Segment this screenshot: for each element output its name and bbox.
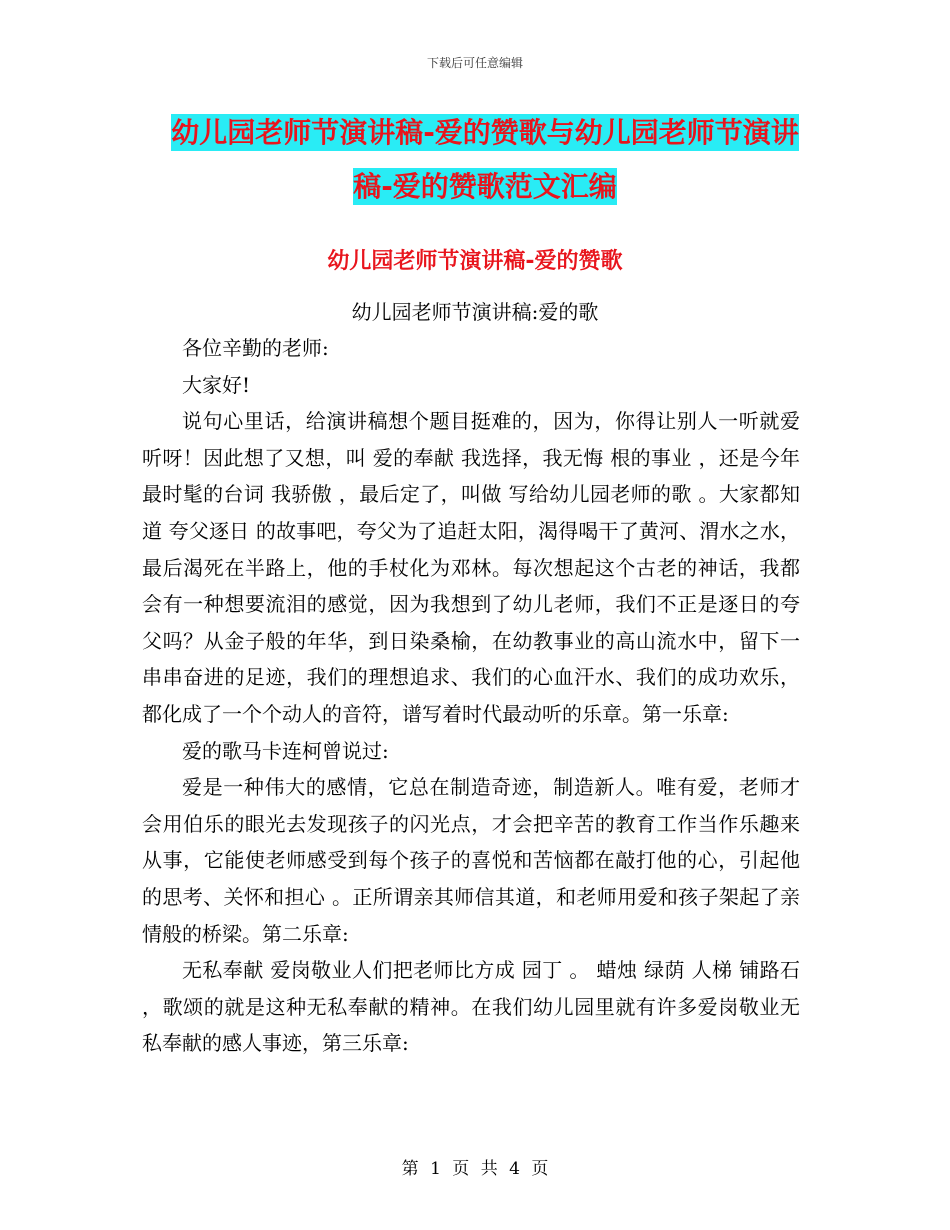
document-title-text: 幼儿园老师节演讲稿-爱的赞歌与幼儿园老师节演讲稿-爱的赞歌范文汇编 — [171, 116, 799, 203]
body-paragraph: 无私奉献 爱岗敬业人们把老师比方成 园丁 。 蜡烛 绿荫 人梯 铺路石 ，歌颂的就是这种无私奉献的精神。在我们幼儿园里就有许多爱岗敬业无私奉献的感人事迹，第三乐章: — [142, 958, 800, 1056]
section-title: 幼儿园老师节演讲稿-爱的赞歌 — [327, 249, 623, 274]
body-paragraph: 说句心里话，给演讲稿想个题目挺难的，因为，你得让别人一听就爱听呀！因此想了又想，叫 爱的奉献 我选择，我无悔 根的事业 ，还是今年最时髦的台词 我骄傲 ，最后定了，叫做 写给幼儿园老师的歌 。大家都知道 夸父逐日 的故事吧，夸父为了追赶太阳，渴得喝干了黄河、渭水之水，最后渴死在半路上，他的手杖化为邓林。每次想起这个古老的神话，我都会有一种想要流泪的感觉，因为我想到了幼儿老师，我们不正是逐日的夸父吗？从金子般的年华，到日染桑榆，在幼教事业的高山流水中，留下一串串奋进的足迹，我们的理想追求、我们的心血汗水、我们的成功欢乐，都化成了一个个动人的音符，谱写着时代最动听的乐章。第一乐章: — [142, 409, 800, 726]
body-paragraph: 大家好! — [182, 372, 251, 397]
body-paragraph: 爱是一种伟大的感情，它总在制造奇迹，制造新人。唯有爱，老师才会用伯乐的眼光去发现孩子的闪光点，才会把辛苦的教育工作当作乐趣来从事，它能使老师感受到每个孩子的喜悦和苦恼都在敲打他的心，引起他的思考、关怀和担心 。正所谓亲其师信其道，和老师用爱和孩子架起了亲情般的桥梁。第二乐章: — [142, 775, 800, 946]
page-header-note: 下载后可任意编辑 — [426, 56, 523, 70]
body-paragraph: 爱的歌马卡连柯曾说过: — [182, 738, 389, 763]
speech-subtitle: 幼儿园老师节演讲稿:爱的歌 — [351, 300, 599, 324]
page-number-footer: 第 1 页 共 4 页 — [401, 1159, 549, 1179]
document-title — [160, 106, 810, 214]
body-paragraph: 各位辛勤的老师: — [182, 336, 329, 360]
document-body — [142, 330, 800, 1062]
